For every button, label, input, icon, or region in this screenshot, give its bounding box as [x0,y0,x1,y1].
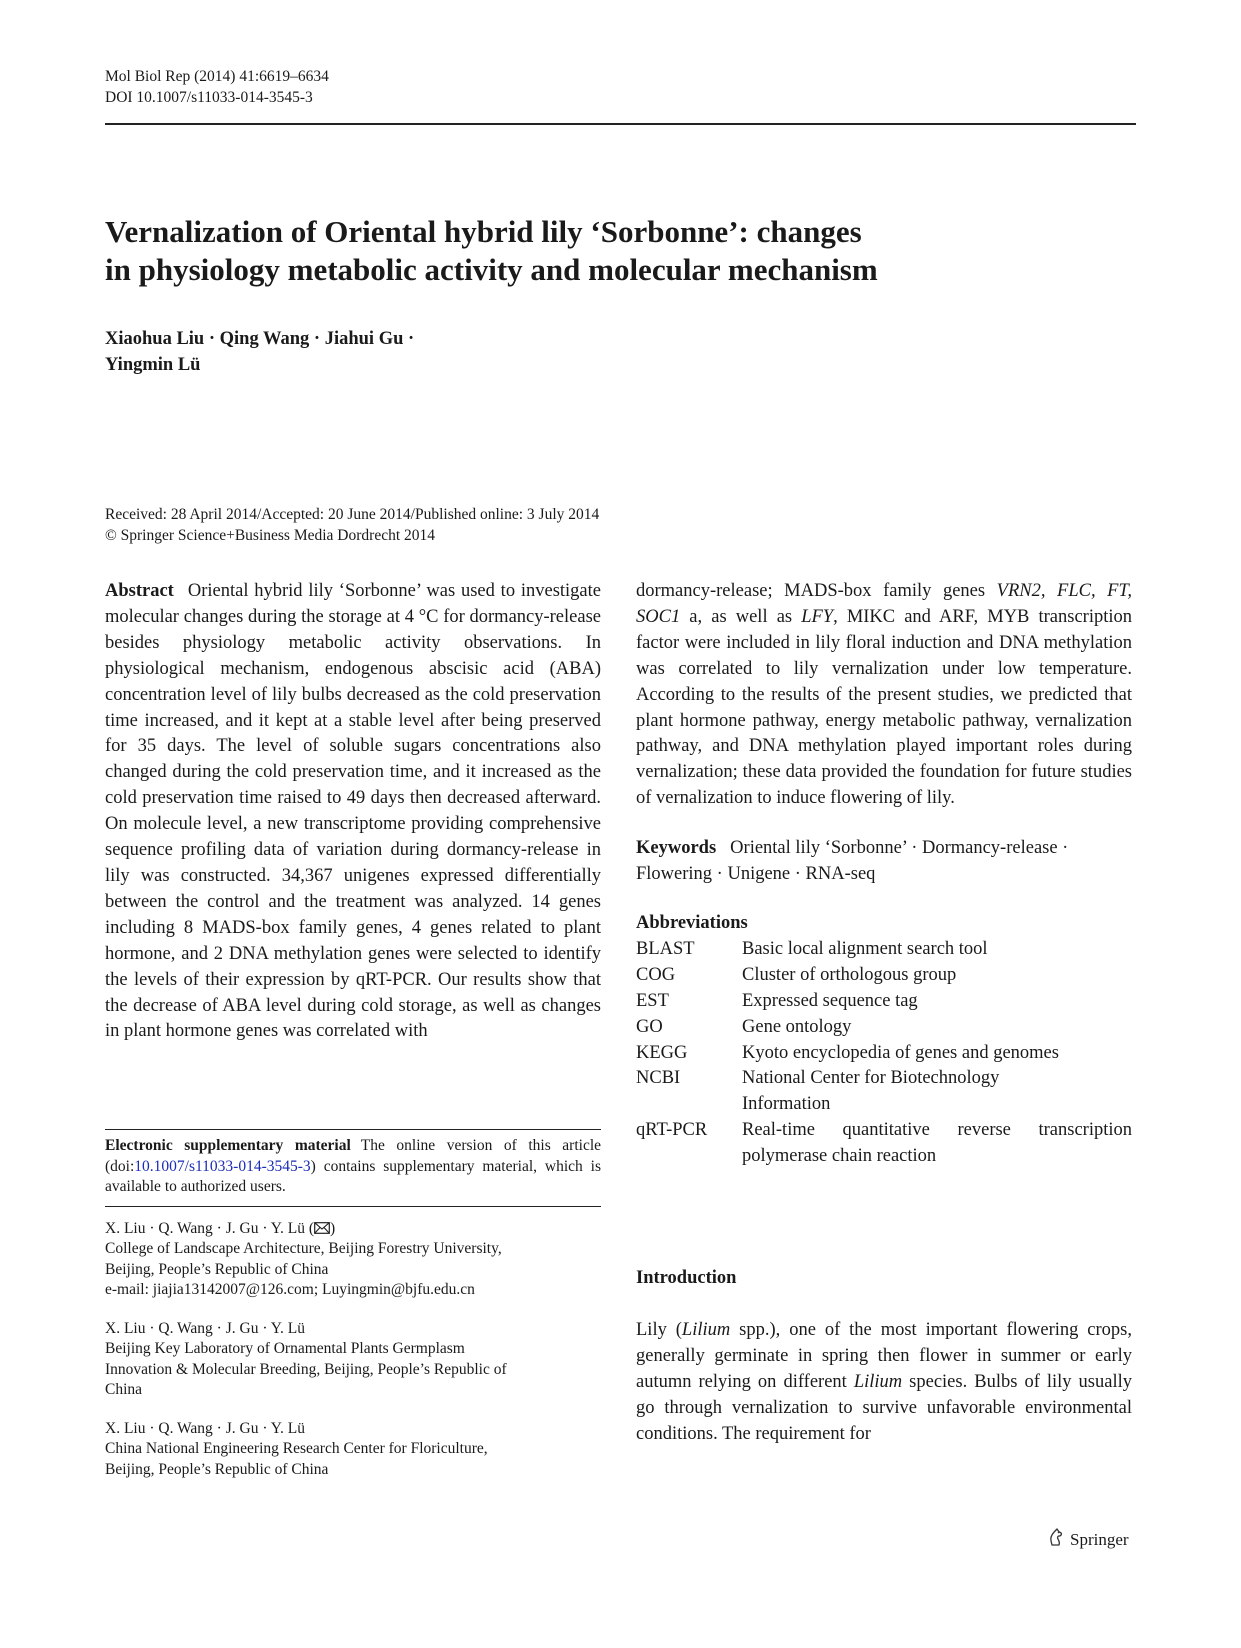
esm-text-end: ) contains supplementary material, which is available to authorized users. [105,1157,601,1195]
esm-heading: Electronic supplementary material [105,1137,351,1154]
introduction-text: Lily (Lilium spp.), one of the most important flowering crops, generally germinate in spring then flower in summer or early autumn relying on different Lilium species. Bulbs of lily usually go through vernalization to survive unfavorable environmental conditions. The requirement for [636,1319,1132,1444]
journal-citation: Mol Biol Rep (2014) 41:6619–6634 [105,68,329,85]
author-separator: · [313,329,321,349]
springer-horse-icon [1046,1527,1070,1552]
abbreviations [636,911,1132,1170]
journal-doi: DOI 10.1007/s11033-014-3545-3 [105,89,313,106]
title-line-1: Vernalization of Oriental hybrid lily ‘Sorbonne’: changes [105,214,862,249]
abbreviation-row: EST Expressed sequence tag [636,990,918,1011]
abbreviation-row: qRT-PCR Real-time quantitative reverse transcription polymerase chain reaction [636,1120,1132,1167]
affiliation-line: Beijing Key Laboratory of Ornamental Plants Germplasm [105,1340,465,1357]
right-column [636,579,1132,1447]
abbreviations-table [636,937,1132,1170]
publisher-name: Springer [1070,1529,1129,1549]
affiliation-1: X. Liu · Q. Wang · J. Gu · Y. Lü ( ) College of Landscape Architecture, Beijing Forestry University, Beijing, People’s Republic of China e-mail: jiajia13142007@126.com; Luyingmin@bjfu.edu.cn [105,1219,601,1301]
affiliation-line: College of Landscape Architecture, Beijing Forestry University, [105,1240,502,1257]
abbreviation-row: GO Gene ontology [636,1016,852,1037]
author-name: Yingmin Lü [105,355,201,375]
date-separator: / [410,506,415,523]
author-separator: · [408,329,415,349]
affiliation-authors: X. Liu · Q. Wang · J. Gu · Y. Lü [105,1319,305,1337]
footnote-rule [105,1206,601,1207]
abstract-continued: dormancy-release; MADS-box family genes VRN2, FLC, FT, SOC1 a, as well as LFY, MIKC and ARF, MYB transcription factor were included in lily floral induction and DNA methylation was correlated to lily vernalization under low temperature. According to the results of the present studies, we predicted that plant hormone pathway, energy metabolic pathway, vernalization pathway, and DNA methylation played important roles during vernalization; these data provided the foundation for future studies of vernalization to induce flowering of lily. [636,581,1132,809]
abstract-heading: Abstract [105,581,174,601]
author-separator: · [208,329,216,349]
affiliation-line: Beijing, People’s Republic of China [105,1460,329,1478]
author-list [105,326,414,378]
abbreviation-row: NCBI National Center for Biotechnology Information [636,1068,1000,1115]
author-name: Xiaohua Liu [105,329,205,349]
affiliation-line: China National Engineering Research Center for Floriculture, [105,1440,488,1457]
affiliation-line: China [105,1381,143,1398]
abstract-left-column [105,579,601,1045]
article-title [105,213,1105,289]
copyright-notice: © Springer Science+Business Media Dordrecht 2014 [105,527,436,544]
header-rule [105,123,1136,125]
introduction-heading: Introduction [636,1268,737,1289]
title-line-2: in physiology metabolic activity and molecular mechanism [105,252,878,287]
affiliation-2 [105,1319,601,1401]
footnote-rule [105,1129,601,1130]
author-name: Jiahui Gu [324,329,404,349]
affiliation-email[interactable]: e-mail: jiajia13142007@126.com; Luyingmin@bjfu.edu.cn [105,1281,475,1298]
keywords-heading: Keywords [636,838,717,859]
gene-name: LFY [801,606,834,627]
affiliation-line: Beijing, People’s Republic of China [105,1260,329,1278]
affiliation-3 [105,1419,601,1481]
date-separator: / [256,506,262,523]
esm-doi-link[interactable]: 10.1007/s11033-014-3545-3 [134,1157,311,1175]
keywords [636,836,1132,888]
affiliation-authors: X. Liu · Q. Wang · J. Gu · Y. Lü [105,1419,305,1437]
footnotes [105,1129,601,1480]
envelope-icon[interactable] [314,1220,330,1237]
abbreviation-row: BLAST Basic local alignment search tool [636,938,988,959]
abstract-text: Oriental hybrid lily ‘Sorbonne’ was used to investigate molecular changes during the storage at 4 °C for dormancy-release besides physiology metabolic activity observations. In physiological mechanism, endogenous abscisic acid (ABA) concentration level of lily bulbs decreased as the cold preservation time increased, and it kept at a stable level after being preserved for 35 days. The level of soluble sugars concentrations also changed during the cold preservation time, and it increased as the cold preservation time raised to 49 days then decreased afterward. On molecule level, a new transcriptome providing comprehensive sequence profiling data of variation during dormancy-release in lily was constructed. 34,367 unigenes expressed differentially between the control and the treatment was analyzed. 14 genes including 8 MADS-box family genes, 4 genes related to plant hormone, and 2 DNA methylation genes were selected to identify the levels of their expression by qRT-PCR. Our results show that the decrease of ABA level during cold storage, as well as changes in plant hormone genes was correlated with [105,581,601,1042]
accepted-date: Accepted: 20 June 2014 [261,506,411,523]
abbreviation-row: KEGG Kyoto encyclopedia of genes and genomes [636,1042,1059,1063]
abbreviations-heading: Abbreviations [636,912,748,933]
keywords-text: Oriental lily ‘Sorbonne’ · Dormancy-release · Flowering · Unigene · RNA-seq [636,838,1069,885]
gene-names: VRN2, FLC, FT, SOC1 [636,581,1132,627]
esm-note [105,1136,601,1198]
affiliation-authors: X. Liu · Q. Wang · J. Gu · Y. Lü ( [105,1219,314,1237]
published-date: Published online: 3 July 2014 [414,506,600,523]
journal-info [105,66,329,108]
affiliation-line: Innovation & Molecular Breeding, Beijing, People’s Republic of [105,1360,507,1378]
publication-dates [105,504,599,546]
esm-text-start: The online version of this article (doi: [105,1137,602,1175]
publisher-mark [1046,1527,1129,1552]
received-date: Received: 28 April 2014 [105,506,257,523]
abbreviation-row: COG Cluster of orthologous group [636,964,957,985]
author-name: Qing Wang [219,329,310,349]
